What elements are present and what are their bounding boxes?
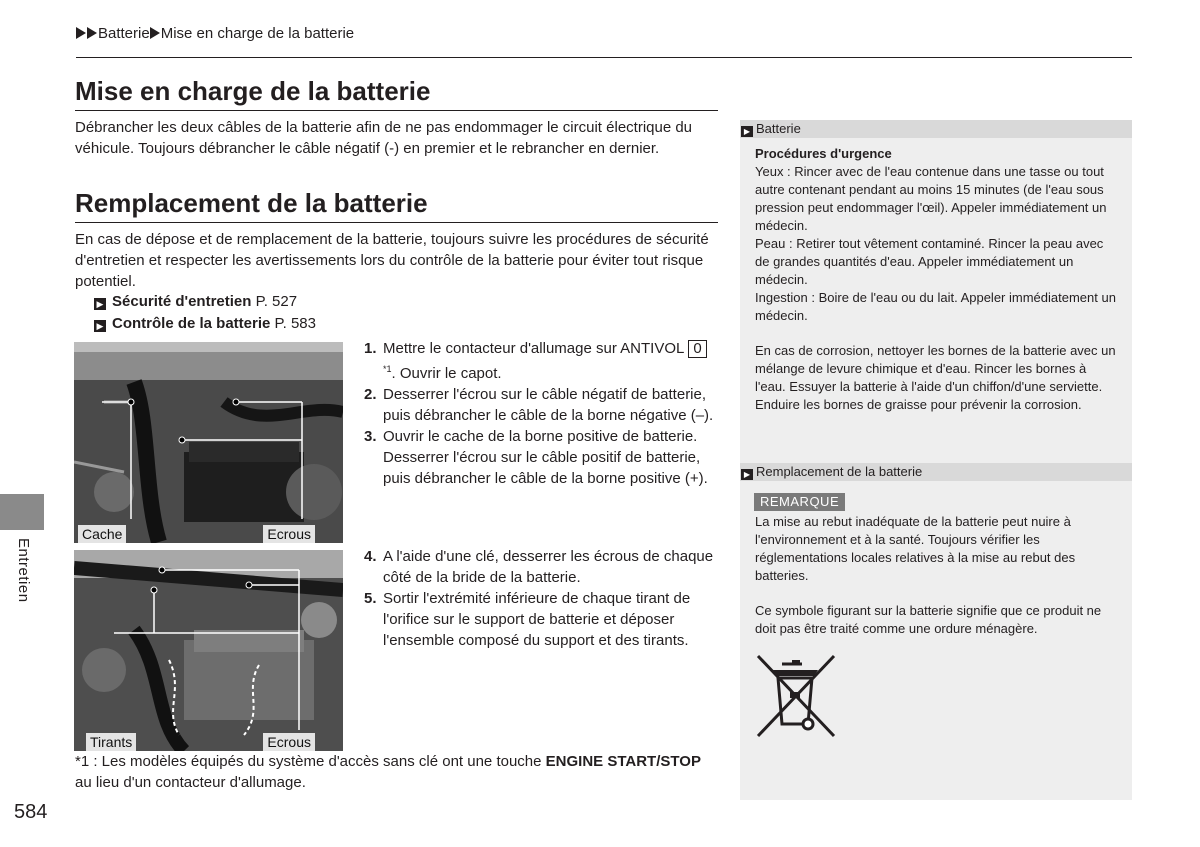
footnote-marker: *1: [383, 364, 392, 374]
sidebar-paragraph: Yeux : Rincer avec de l'eau contenue dans une tasse ou tout autre contenant pendant au moins 15 minutes (de l'eau sous pression peut endommager l'œil). Appeler immédiatement un médecin.: [755, 164, 1107, 233]
battery-photo-1: [74, 342, 343, 543]
list-item: [364, 426, 719, 489]
step-text: Mettre le contacteur d'allumage sur ANTIVOL: [383, 340, 685, 357]
section-divider: [75, 222, 718, 223]
footnote-text: au lieu d'un contacteur d'allumage.: [75, 774, 306, 791]
sidebar-paragraph: Ingestion : Boire de l'eau ou du lait. Appeler immédiatement un médecin.: [755, 290, 1116, 323]
footnote: [75, 751, 725, 793]
crossed-bin-icon: [752, 652, 842, 742]
sidebar-heading-text: Batterie: [756, 121, 801, 136]
triangle-right-icon: [76, 27, 86, 39]
list-item: [364, 546, 719, 588]
breadcrumb-item[interactable]: Batterie: [98, 25, 150, 42]
step-number: 2.: [364, 386, 377, 403]
breadcrumb-item-current: Mise en charge de la batterie: [160, 25, 355, 42]
step-list: [364, 546, 719, 651]
step-text: Desserrer l'écrou sur le câble négatif de batterie, puis débrancher le câble de la borne négative (–).: [383, 386, 714, 424]
cross-reference[interactable]: [94, 293, 297, 310]
step-number: 5.: [364, 590, 377, 607]
reference-arrow-icon: ▶: [94, 298, 106, 310]
step-number: 1.: [364, 340, 377, 357]
cross-reference[interactable]: [94, 315, 316, 332]
sidebar-paragraph: En cas de corrosion, nettoyer les bornes de la batterie avec un mélange de levure chimique et d'eau. Rincer les bornes à l'eau. Essuyer la batterie à l'aide d'un chiffon/d'une serviette. Enduire les bornes de graisse pour prévenir la corrosion.: [755, 343, 1116, 412]
step-text: Ouvrir le cache de la borne positive de batterie. Desserrer l'écrou sur le câble positif de batterie, puis débrancher le câble de la borne positive (+).: [383, 428, 708, 487]
footnote-text: *1 : Les modèles équipés du système d'accès sans clé ont une touche: [75, 753, 542, 770]
notice-badge: REMARQUE: [754, 493, 845, 511]
section-title: Mise en charge de la batterie: [75, 76, 431, 106]
note-marker-icon: ▶: [741, 126, 753, 137]
breadcrumb: [76, 25, 354, 42]
list-item: [364, 384, 719, 426]
figure-label-cache: Cache: [78, 525, 126, 543]
engine-bay-illustration: [74, 342, 343, 543]
section-divider: [75, 110, 718, 111]
header-divider: [76, 57, 1132, 58]
figure-label-ecrous: Ecrous: [263, 525, 315, 543]
page-number: 584: [14, 801, 48, 823]
engine-bay-illustration: [74, 550, 343, 751]
sidebar-heading: [740, 463, 1132, 481]
figure-label-ecrous: Ecrous: [263, 733, 315, 751]
triangle-right-icon: [150, 27, 160, 39]
list-item: [364, 588, 719, 651]
sidebar-subheading: Procédures d'urgence: [755, 146, 892, 161]
note-marker-icon: ▶: [741, 469, 753, 480]
section-title: Remplacement de la batterie: [75, 188, 428, 218]
triangle-right-icon: [87, 27, 97, 39]
list-item: [364, 338, 719, 384]
section-body: En cas de dépose et de remplacement de la batterie, toujours suivre les procédures de sécurité d'entretien et respecter les avertissements lors du contrôle de la batterie pour éviter tout risque potentiel.: [75, 231, 709, 290]
reference-label[interactable]: Contrôle de la batterie: [112, 315, 271, 332]
step-number: 3.: [364, 428, 377, 445]
chapter-tab-label: Entretien: [15, 538, 32, 603]
step-list: [364, 338, 719, 489]
reference-page: P. 527: [255, 293, 298, 310]
chapter-tab[interactable]: [0, 494, 44, 530]
section-body: Débrancher les deux câbles de la batterie afin de ne pas endommager le circuit électrique du véhicule. Toujours débrancher le câble négatif (-) en premier et le rebrancher en dernier.: [75, 119, 693, 157]
key-position-badge: 0: [688, 340, 706, 358]
step-number: 4.: [364, 548, 377, 565]
sidebar-heading: [740, 120, 1132, 138]
sidebar-paragraph: Peau : Retirer tout vêtement contaminé. Rincer la peau avec de grandes quantités d'eau. Appeler immédiatement un médecin.: [755, 236, 1104, 287]
battery-photo-2: [74, 550, 343, 751]
sidebar-heading-text: Remplacement de la batterie: [756, 464, 923, 479]
footnote-keyword: ENGINE START/STOP: [545, 753, 701, 770]
sidebar-paragraph: La mise au rebut inadéquate de la batterie peut nuire à l'environnement et à la santé. Toujours vérifier les réglementations locales relatives à la mise au rebut des batteries.: [755, 514, 1076, 583]
reference-label[interactable]: Sécurité d'entretien: [112, 293, 252, 310]
step-text: . Ouvrir le capot.: [391, 365, 502, 382]
sidebar-paragraph: Ce symbole figurant sur la batterie signifie que ce produit ne doit pas être traité comme une ordure ménagère.: [755, 603, 1102, 636]
reference-arrow-icon: ▶: [94, 320, 106, 332]
step-text: Sortir l'extrémité inférieure de chaque tirant de l'orifice sur le support de batterie et déposer l'ensemble composé du support et des tirants.: [383, 590, 691, 649]
figure-label-tirants: Tirants: [86, 733, 136, 751]
reference-page: P. 583: [274, 315, 316, 332]
step-text: A l'aide d'une clé, desserrer les écrous de chaque côté de la bride de la batterie.: [383, 548, 714, 586]
